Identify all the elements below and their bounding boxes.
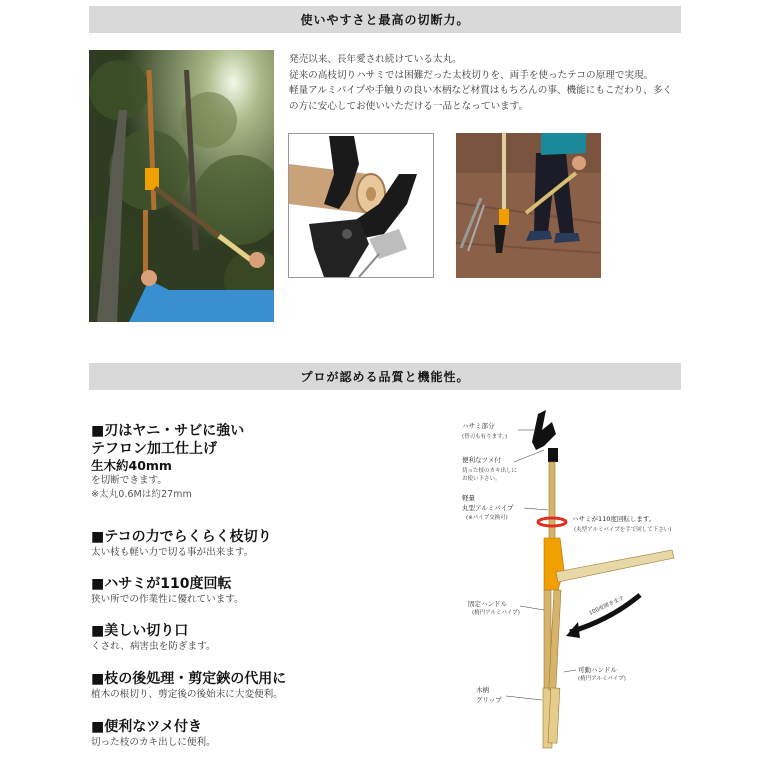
feature-teflon-capacity: 生木約40mm [91,458,172,473]
label-claw: 便利なツメ付 [462,456,501,464]
photo-ground-use [456,133,601,278]
feature-leverage-heading: ■テコの力でらくらく枝切り [91,529,272,545]
feature-clean-cut-heading: ■美しい切り口 [91,623,189,639]
label-grip-2: グリップ [476,696,502,704]
label-rotate-sub: (丸型アルミパイプを手で回して下さい) [574,527,672,533]
feature-clean-cut [91,622,391,654]
feature-claw [91,718,391,750]
label-grip-1: 木柄 [476,686,489,694]
label-blade: ハサミ部分 [462,422,495,430]
feature-leverage-desc: 太い枝も軽い力で切る事が出来ます。 [91,547,254,558]
intro-line-2: 従来の高枝切りハサミでは困難だった太枝切りを、両手を使ったテコの原理で実現。 [289,69,654,81]
feature-claw-desc: 切った枝のカキ出しに便利。 [91,737,216,748]
feature-leverage [91,528,391,560]
product-diagram [440,400,680,760]
feature-teflon [91,422,391,502]
label-movable-handle: 可動ハンドル [578,666,617,674]
label-fixed-handle-sub: (楕円アルミパイプ) [472,610,520,616]
feature-teflon-heading-1: ■刃はヤニ・サビに強い [91,423,245,439]
section-title-quality: プロが認める品質と機能性。 [89,363,681,390]
blade-head [532,410,558,462]
label-pipe-sub: (※パイプ交換可) [466,515,508,521]
angle-arrow-icon [570,595,640,632]
label-rotate: ハサミが110度回転します。 [572,515,656,523]
movable-handle-angled [556,550,674,582]
label-pipe-2: 丸型アルミパイプ [462,504,514,512]
aluminum-pipe [549,462,555,540]
feature-rotation-desc: 狭い所での作業性に優れています。 [91,594,244,605]
angle-arrowhead-icon [566,622,580,638]
intro-line-3: 軽量アルミパイプや手触りの良い木柄など材質はもちろんの事、機能にもこだわり、多くの方に安心してお使いいただける一品となっています。 [289,85,673,112]
photo-forest-cutting [89,50,274,322]
intro-line-1: 発売以来、長年愛され続けている太丸。 [289,54,462,65]
feature-rotation-heading: ■ハサミが110度回転 [91,576,232,592]
label-claw-sub-1: 切った枝のカキ出しに [462,468,518,474]
feature-teflon-heading-2: テフロン加工仕上げ [91,441,217,457]
label-angle: 100度開きます [588,595,626,617]
photo-blade-closeup [288,133,434,278]
feature-rotation [91,575,391,607]
label-claw-sub-2: お使い下さい。 [462,476,501,482]
feature-teflon-desc: を切断できます。 [91,475,167,486]
feature-clean-cut-desc: くされ、病害虫を防ぎます。 [91,641,216,652]
section-title-ease: 使いやすさと最高の切断力。 [89,6,681,33]
label-fixed-handle: 固定ハンドル [468,600,507,608]
label-blade-sub: (替刃も有ります。) [462,434,508,440]
label-pipe-1: 軽量 [462,494,475,502]
feature-teflon-note: ※太丸0.6Mは約27mm [91,489,192,500]
label-movable-handle-sub: (楕円アルミパイプ) [578,676,626,682]
orange-joint [544,538,564,590]
feature-aftercare-desc: 植木の根切り、剪定後の後始末に大変便利。 [91,689,283,700]
intro-text [289,52,681,114]
feature-aftercare-heading: ■枝の後処理・剪定鋏の代用に [91,671,287,687]
feature-aftercare [91,670,391,702]
feature-claw-heading: ■便利なツメ付き [91,719,202,735]
